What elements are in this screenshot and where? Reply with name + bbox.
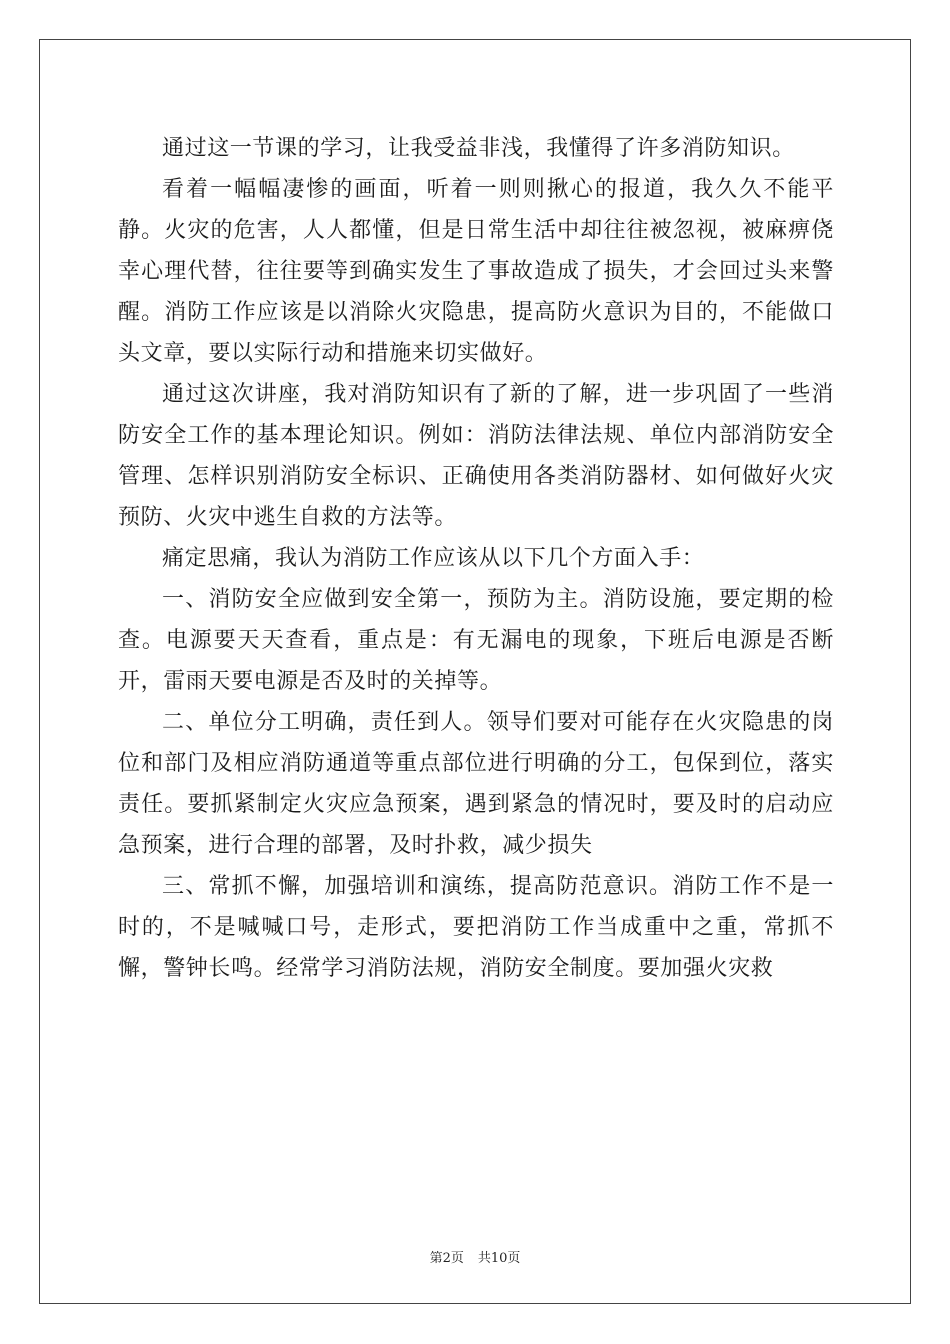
paragraph: 痛定思痛，我认为消防工作应该从以下几个方面入手： bbox=[162, 546, 705, 571]
paragraph: 三、常抓不懈，加强培训和演练，提高防范意识。消防工作不是一时的，不是喊喊口号，走形式，要把消防工作当成重中之重，常抓不懈，警钟长鸣。经常学习消防法规，消防安全制度。要加强火灾救 bbox=[118, 874, 834, 981]
page-footer bbox=[0, 1247, 950, 1266]
paragraph: 通过这一节课的学习，让我受益非浅，我懂得了许多消防知识。 bbox=[162, 136, 795, 161]
page-number: 第2页 bbox=[429, 1251, 464, 1266]
page-total: 共10页 bbox=[477, 1251, 521, 1266]
document-body bbox=[118, 128, 834, 989]
paragraph: 一、消防安全应做到安全第一，预防为主。消防设施，要定期的检查。电源要天天查看，重点是：有无漏电的现象，下班后电源是否断开，雷雨天要电源是否及时的关掉等。 bbox=[118, 587, 834, 694]
paragraph: 二、单位分工明确，责任到人。领导们要对可能存在火灾隐患的岗位和部门及相应消防通道等重点部位进行明确的分工，包保到位，落实责任。要抓紧制定火灾应急预案，遇到紧急的情况时，要及时的启动应急预案，进行合理的部署，及时扑救，减少损失 bbox=[118, 710, 834, 858]
paragraph: 通过这次讲座，我对消防知识有了新的了解，进一步巩固了一些消防安全工作的基本理论知识。例如：消防法律法规、单位内部消防安全管理、怎样识别消防安全标识、正确使用各类消防器材、如何做好火灾预防、火灾中逃生自救的方法等。 bbox=[118, 382, 834, 530]
paragraph: 看着一幅幅凄惨的画面，听着一则则揪心的报道，我久久不能平静。火灾的危害，人人都懂，但是日常生活中却往往被忽视，被麻痹侥幸心理代替，往往要等到确实发生了事故造成了损失，才会回过头来警醒。消防工作应该是以消除火灾隐患，提高防火意识为目的，不能做口头文章，要以实际行动和措施来切实做好。 bbox=[118, 177, 834, 366]
